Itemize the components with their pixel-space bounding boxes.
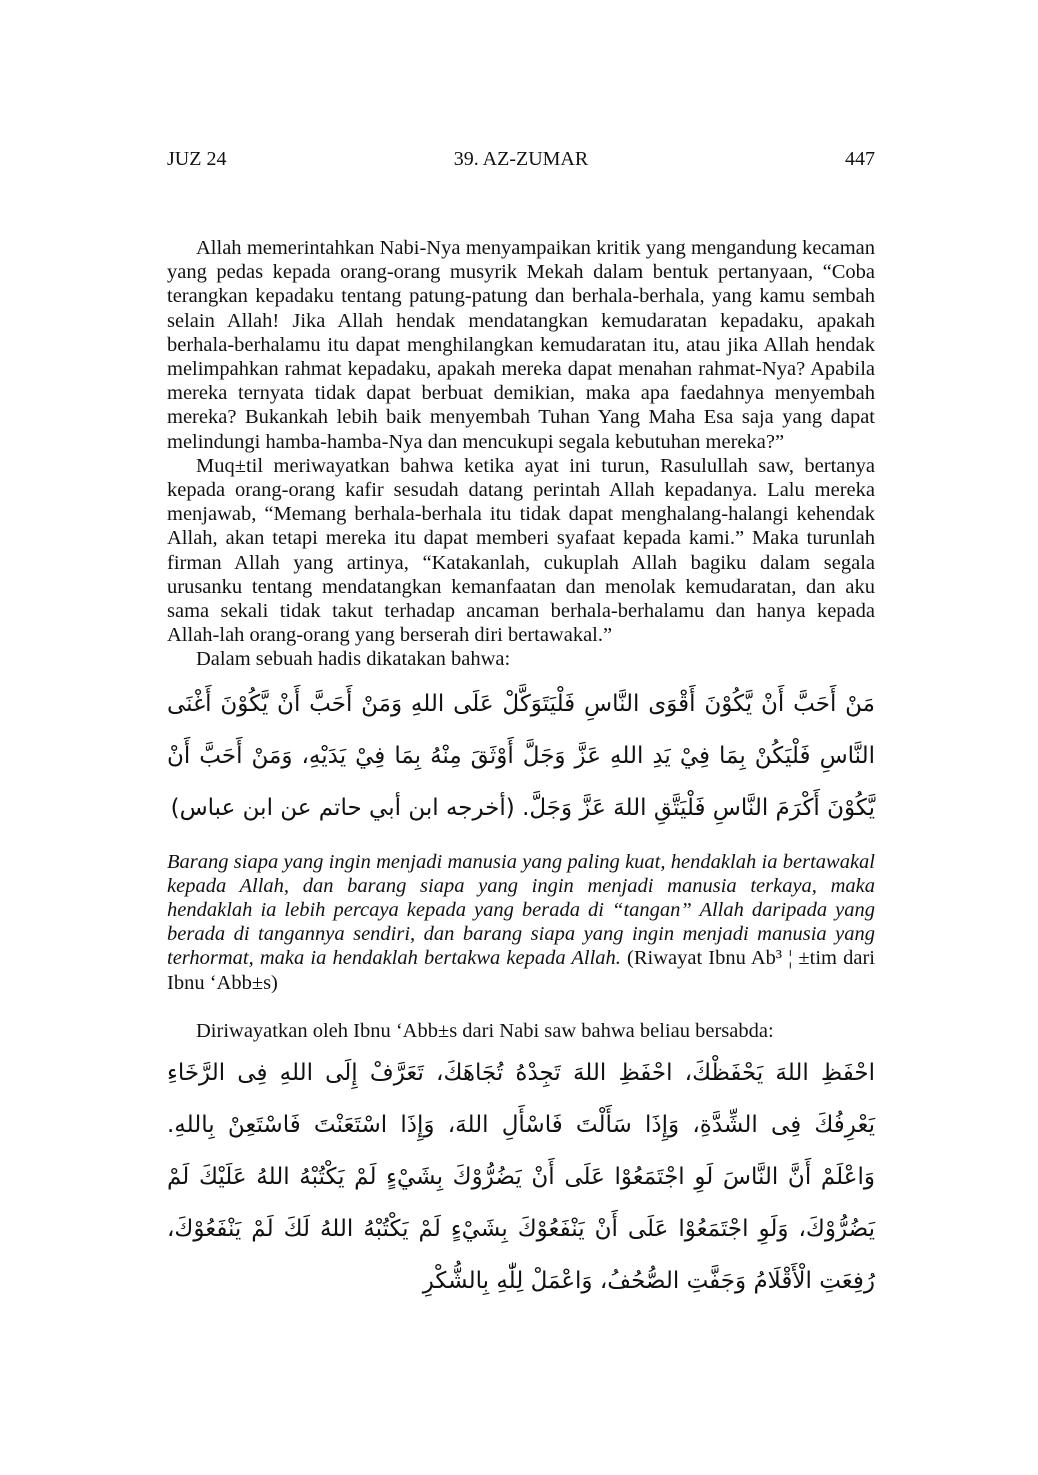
juz-label: JUZ 24 <box>167 148 227 170</box>
paragraph-4: Diriwayatkan oleh Ibnu ‘Abb±s dari Nabi saw bahwa beliau bersabda: <box>196 1019 774 1042</box>
paragraph-3: Dalam sebuah hadis dikatakan bahwa: <box>196 648 511 671</box>
page-number: 447 <box>845 148 875 170</box>
hadith-translation-1 <box>167 850 875 995</box>
paragraph-2: Muq±til meriwayatkan bahwa ketika ayat ini turun, Rasulullah saw, bertanya kepada orang-orang kafir sesudah datang perintah Allah kepadanya. Lalu mereka menjawab, “Memang berhala-berhala itu tidak dapat menghalang-halangi kehendak Allah, akan tetapi mereka itu dapat memberi syafaat kepada kami.” Maka turunlah firman Allah yang artinya, “Katakanlah, cukuplah Allah bagiku dalam segala urusanku tentang mendatangkan kemanfaatan dan menolak kemudaratan, dan aku sama sekali tidak takut terhadap ancaman berhala-berhalamu dan hanya kepada Allah-lah orang-orang yang berserah diri bertawakal.” <box>167 454 875 647</box>
paragraph-1: Allah memerintahkan Nabi-Nya menyampaikan kritik yang mengandung kecaman yang pedas kepada orang-orang musyrik Mekah dalam bentuk pertanyaan, “Coba terangkan kepadaku tentang patung-patung dan berhala-berhala, yang kamu sembah selain Allah! Jika Allah hendak mendatangkan kemudaratan kepadaku, apakah berhala-berhalamu itu dapat menghilangkan kemudaratan itu, atau jika Allah hendak melimpahkan rahmat kepadaku, apakah mereka dapat menahan rahmat-Nya? Apabila mereka ternyata tidak dapat berbuat demikian, maka apa faedahnya menyembah mereka? Bukankah lebih baik menyembah Tuhan Yang Maha Esa saja yang dapat melindungi hamba-hamba-Nya dan mencukupi segala kebutuhan mereka?” <box>167 237 875 453</box>
surah-title: 39. AZ-ZUMAR <box>453 148 589 170</box>
page-body <box>167 236 875 1307</box>
translation-text: Barang siapa yang ingin menjadi manusia yang paling kuat, hendaklah ia bertawakal kepada Allah, dan barang siapa yang ingin menjadi manusia terkaya, maka hendaklah ia lebih percaya kepada yang berada di “tangan” Allah daripada yang berada di tangannya sendiri, dan barang siapa yang ingin menjadi manusia yang terhormat, maka ia hendaklah bertakwa kepada Allah. <box>167 850 875 970</box>
hadith-arabic-1: مَنْ أَحَبَّ أَنْ يَّكُوْنَ أَقْوَى النَّاسِ فَلْيَتَوَكَّلْ عَلَى اللهِ وَمَنْ أَحَبَّ أَنْ يَّكُوْنَ أَغْنَى النَّاسِ فَلْيَكُنْ بِمَا فِيْ يَدِ اللهِ عَزَّ وَجَلَّ أَوْثَقَ مِنْهُ بِمَا فِيْ يَدَيْهِ، وَمَنْ أَحَبَّ أَنْ يَّكُوْنَ أَكْرَمَ النَّاسِ فَلْيَتَّقِ اللهَ عَزَّ وَجَلَّ. (أخرجه ابن أبي حاتم عن ابن عباس) <box>167 690 875 821</box>
hadith-arabic-2: احْفَظِ اللهَ يَحْفَظْكَ، احْفَظِ اللهَ تَجِدْهُ تُجَاهَكَ، تَعَرَّفْ إِلَى اللهِ فِى الرَّخَاءِ يَعْرِفُكَ فِى الشِّدَّةِ، وَإِذَا سَأَلْتَ فَاسْأَلِ اللهَ، وَإِذَا اسْتَعَنْتَ فَاسْتَعِنْ بِاللهِ. وَاعْلَمْ أَنَّ النَّاسَ لَوِ اجْتَمَعُوْا عَلَى أَنْ يَضُرُّوْكَ بِشَيْءٍ لَمْ يَكْتُبْهُ اللهُ عَلَيْكَ لَمْ يَضُرُّوْكَ، وَلَوِ اجْتَمَعُوْا عَلَى أَنْ يَنْفَعُوْكَ بِشَيْءٍ لَمْ يَكْتُبْهُ اللهُ لَكَ لَمْ يَنْفَعُوْكَ، رُفِعَتِ الْأَقْلَامُ وَجَفَّتِ الصُّحُفُ، وَاعْمَلْ لِلّٰهِ بِالشُّكْرِ <box>167 1060 875 1295</box>
page-header <box>167 148 875 176</box>
hadith-source: (Riwayat Ibnu Ab³ ¦ ±tim dari Ibnu ‘Abb±s) <box>167 947 875 994</box>
